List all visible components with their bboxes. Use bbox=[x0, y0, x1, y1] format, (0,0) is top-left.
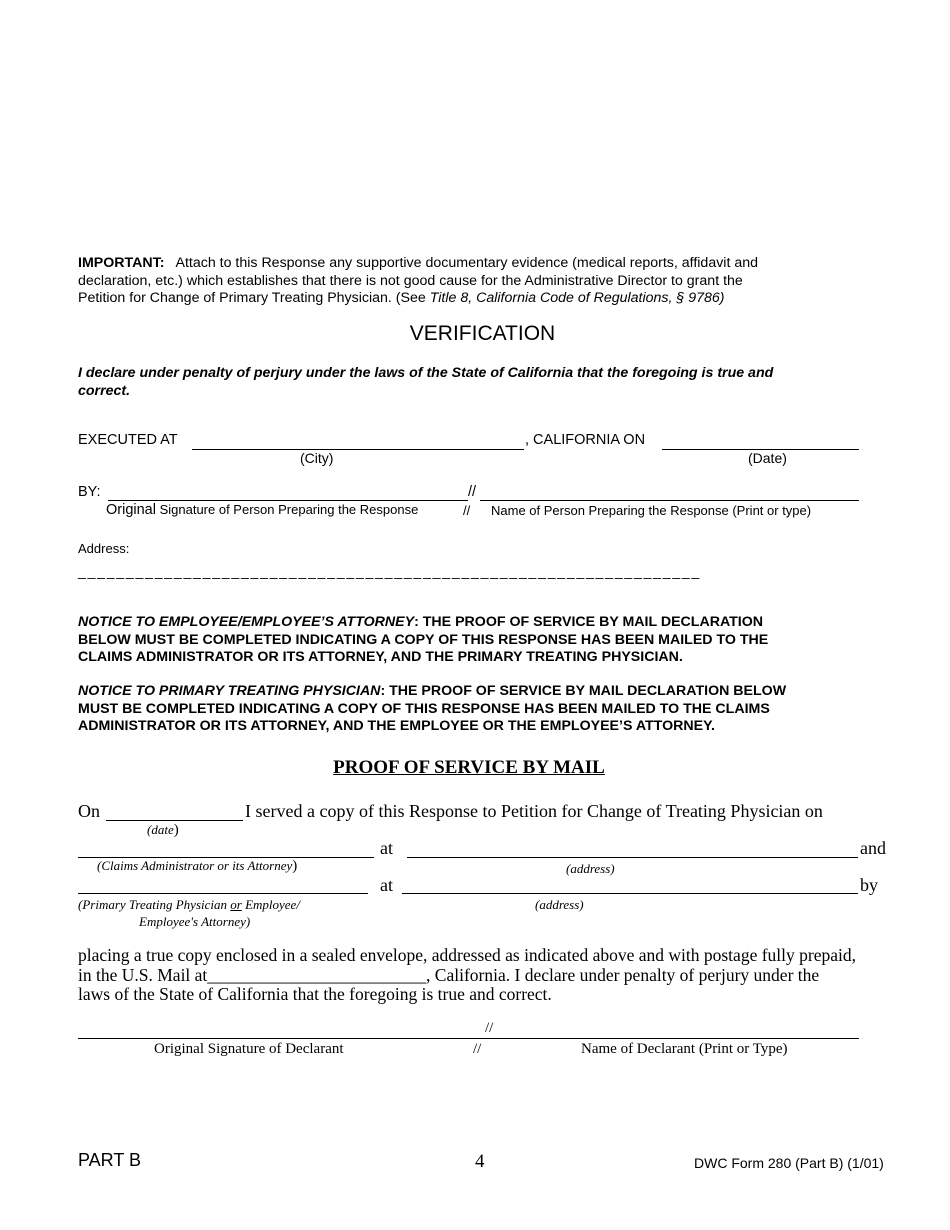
ptp-field[interactable] bbox=[78, 893, 368, 894]
served-text: I served a copy of this Response to Petition for Change of Treating Physician on bbox=[245, 801, 823, 821]
service-date-caption: (date) bbox=[147, 822, 179, 838]
at-label-1: at bbox=[380, 838, 393, 858]
important-line-1: IMPORTANT: Attach to this Response any supportive documentary evidence (medical reports, affidavit and bbox=[78, 255, 759, 271]
form-id: DWC Form 280 (Part B) (1/01) bbox=[694, 1155, 884, 1171]
important-notice bbox=[78, 255, 758, 308]
declarant-separator-top: // bbox=[485, 1020, 494, 1036]
by-label: BY: bbox=[78, 484, 101, 500]
by-mail-label: by bbox=[860, 875, 878, 895]
mail-city-field[interactable]: _________________________ bbox=[207, 964, 427, 985]
city-caption: (City) bbox=[300, 450, 334, 466]
notice-employee: NOTICE TO EMPLOYEE/EMPLOYEE’S ATTORNEY: THE PROOF OF SERVICE BY MAIL DECLARATION BELOW MUST BE COMPLETED INDICATING A COPY OF THIS RESPONSE HAS BEEN MAILED TO THE CLAIMS ADMINISTRATOR OR ITS ATTORNEY, AND THE PRIMARY TREATING PHYSICIAN. bbox=[78, 614, 769, 665]
regulation-reference: Title 8, California Code of Regulations, § 9786) bbox=[429, 290, 725, 306]
address-label: Address: bbox=[78, 541, 130, 556]
ptp-address-field[interactable] bbox=[402, 893, 858, 894]
declarant-signature-caption: Original Signature of Declarant bbox=[154, 1041, 344, 1057]
ptp-caption: (Primary Treating Physician or Employee/ Employee's Attorney) bbox=[78, 897, 300, 929]
signature-field[interactable] bbox=[108, 500, 468, 501]
important-line-2: declaration, etc.) which establishes that there is not good cause for the Administrative Director to grant the bbox=[78, 272, 743, 289]
executed-at-label: EXECUTED AT bbox=[78, 432, 178, 448]
proof-title: PROOF OF SERVICE BY MAIL bbox=[333, 757, 605, 778]
mailing-paragraph: placing a true copy enclosed in a sealed envelope, addressed as indicated above and with postage fully prepaid, in the U.S. Mail at_________________________, California. I declare under penalty of perjury under the laws of the State of California that the foregoing is true and correct. bbox=[78, 945, 856, 1004]
ptp-address-caption: (address) bbox=[535, 897, 584, 912]
claims-admin-caption: (Claims Administrator or its Attorney) bbox=[97, 858, 298, 874]
important-line-3: Petition for Change of Primary Treating Physician. (See Title 8, California Code of Regulations, § 9786) bbox=[78, 290, 725, 306]
notice-employee-title: NOTICE TO EMPLOYEE/EMPLOYEE’S ATTORNEY bbox=[78, 614, 415, 630]
signature-caption: Original Signature of Person Preparing the Response bbox=[106, 502, 419, 518]
declarant-separator-bottom: // bbox=[473, 1041, 482, 1057]
by-separator: // bbox=[468, 484, 477, 500]
caption-separator: // bbox=[463, 503, 471, 518]
declarant-signature-field[interactable] bbox=[78, 1038, 859, 1039]
claims-address-caption: (address) bbox=[566, 861, 615, 876]
important-label: IMPORTANT: bbox=[78, 255, 165, 271]
california-on-label: , CALIFORNIA ON bbox=[525, 432, 646, 448]
signature-original: Original bbox=[106, 502, 156, 518]
declarant-name-caption: Name of Declarant (Print or Type) bbox=[581, 1041, 788, 1057]
notice-physician: NOTICE TO PRIMARY TREATING PHYSICIAN: THE PROOF OF SERVICE BY MAIL DECLARATION BELOW MUST BE COMPLETED INDICATING A COPY OF THIS RESPONSE HAS BEEN MAILED TO THE CLAIMS ADMINISTRATOR OR ITS ATTORNEY, AND THE EMPLOYEE OR THE EMPLOYEE’S ATTORNEY. bbox=[78, 683, 787, 734]
page-number: 4 bbox=[475, 1151, 485, 1172]
city-field[interactable] bbox=[192, 449, 524, 450]
preparer-name-field[interactable] bbox=[480, 500, 859, 501]
preparer-name-caption: Name of Person Preparing the Response (Print or type) bbox=[491, 503, 812, 518]
and-label: and bbox=[860, 838, 886, 858]
at-label-2: at bbox=[380, 875, 393, 895]
on-label: On bbox=[78, 801, 100, 821]
claims-address-field[interactable] bbox=[407, 857, 858, 858]
notice-physician-title: NOTICE TO PRIMARY TREATING PHYSICIAN bbox=[78, 683, 381, 699]
footer-part: PART B bbox=[78, 1150, 142, 1170]
date-caption: (Date) bbox=[748, 450, 787, 466]
address-dash-line[interactable]: _________________________________________________________________ bbox=[78, 563, 702, 579]
service-date-field[interactable] bbox=[106, 820, 243, 821]
perjury-declaration: I declare under penalty of perjury under the laws of the State of California that the foregoing is true and correct. bbox=[78, 365, 774, 399]
verification-title: VERIFICATION bbox=[409, 322, 556, 345]
